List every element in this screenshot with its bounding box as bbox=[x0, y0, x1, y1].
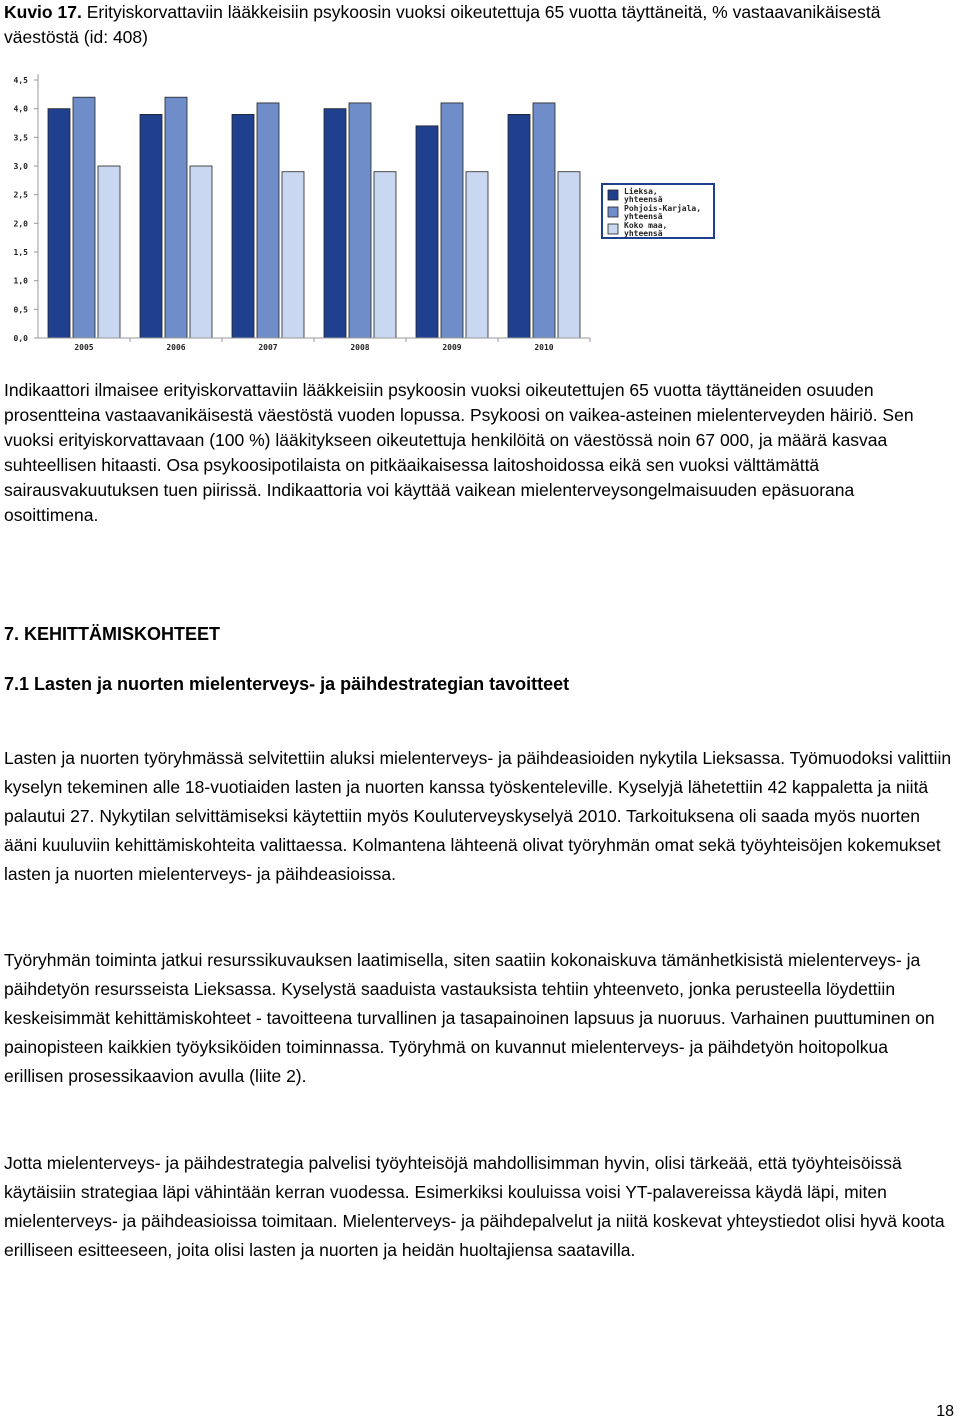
legend-label: Pohjois-Karjala, yhteensä bbox=[624, 204, 702, 221]
y-tick-label: 3,5 bbox=[13, 133, 28, 143]
y-axis bbox=[14, 74, 38, 343]
legend-label: Lieksa, yhteensä bbox=[624, 187, 663, 204]
bar bbox=[508, 114, 530, 338]
figure-title: Erityiskorvattaviin lääkkeisiin psykoosin vuoksi oikeutettuja 65 vuotta täyttäneitä, % vastaavanikäisestä väestöstä (id: 408) bbox=[4, 2, 881, 47]
bar bbox=[165, 97, 187, 338]
x-tick-label: 2010 bbox=[534, 343, 554, 352]
bars bbox=[48, 97, 580, 338]
bar bbox=[98, 166, 120, 338]
legend-swatch bbox=[608, 190, 618, 200]
bar bbox=[232, 114, 254, 338]
bar-chart bbox=[0, 68, 960, 360]
x-tick-label: 2005 bbox=[74, 343, 94, 352]
legend-label: Koko maa, yhteensä bbox=[624, 221, 668, 238]
bar bbox=[441, 103, 463, 338]
bar bbox=[374, 172, 396, 338]
bar bbox=[282, 172, 304, 338]
bar bbox=[324, 109, 346, 338]
y-tick-label: 4,5 bbox=[13, 76, 28, 85]
chart-legend bbox=[602, 184, 714, 238]
bar bbox=[190, 166, 212, 338]
bar bbox=[466, 172, 488, 338]
bar bbox=[73, 97, 95, 338]
y-tick-label: 3,0 bbox=[13, 162, 28, 171]
y-tick-label: 4,0 bbox=[13, 104, 28, 114]
paragraph-resources: Työryhmän toiminta jatkui resurssikuvauksen laatimisella, siten saatiin kokonaiskuva tämänhetkisistä mielenterveys- ja päihdetyön resursseista Lieksassa. Kyselystä saaduista vastauksista tehtiin yhteenveto, jonka perusteella löydettiin keskeisimmät kehittämiskohteet - tavoitteena turvallinen ja tasapainoinen lapsuus ja nuoruus. Varhainen puuttuminen on painopisteen kaikkien työyksiköiden toiminnassa. Työryhmä on kuvannut mielenterveys- ja päihdetyön hoitopolkua erillisen prosessikaavion avulla (liite 2). bbox=[4, 950, 935, 1086]
bar bbox=[140, 114, 162, 338]
indicator-description: Indikaattori ilmaisee erityiskorvattaviin lääkkeisiin psykoosin vuoksi oikeutettujen 65 vuotta täyttäneiden osuuden prosentteina vastaavanikäisestä väestöstä vuoden lopussa. Psykoosi on vaikea-asteinen mielenterveyden häiriö. Sen vuoksi erityiskorvattavaan (100 %) lääkitykseen oikeutettuja henkilöitä on väestössä noin 67 000, ja määrä kasvaa suhteellisen hitaasti. Osa psykoosipotilaista on pitkäaikaisessa laitoshoidossa eikä sen vuoksi välttämättä sairausvakuutuksen tuen piirissä. Indikaattoria voi käyttää vaikean mielenterveysongelmaisuuden epäsuorana osoittimena. bbox=[4, 380, 914, 525]
x-tick-label: 2007 bbox=[258, 343, 278, 352]
paragraph-strategy-use: Jotta mielenterveys- ja päihdestrategia palvelisi työyhteisöjä mahdollisimman hyvin, olisi tärkeää, että työyhteisöissä käytäisiin strategiaa läpi vähintään kerran vuodessa. Esimerkiksi kouluissa voisi YT-palavereissa käydä läpi, miten mielenterveys- ja päihdeasioissa toimitaan. Mielenterveys- ja päihdepalvelut ja niitä koskevat yhteystiedot olisi hyvä koota erilliseen esitteeseen, joita olisi lasten ja nuorten ja heidän huoltajiensa saatavilla. bbox=[4, 1153, 945, 1260]
figure-number: Kuvio 17. bbox=[4, 2, 82, 22]
paragraph-working-group: Lasten ja nuorten työryhmässä selvitettiin aluksi mielenterveys- ja päihdeasioiden nykytila Lieksassa. Työmuodoksi valittiin kyselyn tekeminen alle 18-vuotiaiden lasten ja nuorten kanssa työskenteleville. Kyselyjä lähetettiin 42 kappaletta ja niitä palautui 27. Nykytilan selvittämiseksi käytettiin myös Kouluterveyskyselyä 2010. Tarkoituksena oli saada myös nuorten ääni kuuluviin kehittämiskohteita valittaessa. Kolmantena lähteenä olivat työryhmän omat sekä työyhteisöjen kokemukset lasten ja nuorten mielenterveys- ja päihdeasioissa. bbox=[4, 748, 952, 884]
y-tick-label: 0,0 bbox=[13, 334, 28, 343]
y-tick-label: 2,5 bbox=[13, 190, 28, 200]
bar bbox=[533, 103, 555, 338]
y-tick-label: 2,0 bbox=[13, 219, 28, 229]
page-number: 18 bbox=[936, 1403, 954, 1420]
x-tick-label: 2008 bbox=[350, 343, 370, 352]
legend-swatch bbox=[608, 207, 618, 217]
x-axis bbox=[38, 338, 590, 352]
x-tick-label: 2009 bbox=[442, 343, 462, 352]
subsection-heading: 7.1 Lasten ja nuorten mielenterveys- ja päihdestrategian tavoitteet bbox=[4, 674, 570, 694]
y-tick-label: 1,5 bbox=[13, 248, 28, 257]
bar bbox=[48, 109, 70, 338]
bar bbox=[416, 126, 438, 338]
section-heading: 7. KEHITTÄMISKOHTEET bbox=[4, 624, 221, 644]
y-tick-label: 1,0 bbox=[13, 276, 28, 286]
y-tick-label: 0,5 bbox=[13, 305, 28, 315]
x-tick-label: 2006 bbox=[166, 343, 186, 352]
bar bbox=[257, 103, 279, 338]
figure-caption bbox=[4, 0, 954, 50]
bar bbox=[558, 172, 580, 338]
legend-swatch bbox=[608, 224, 618, 234]
bar bbox=[349, 103, 371, 338]
